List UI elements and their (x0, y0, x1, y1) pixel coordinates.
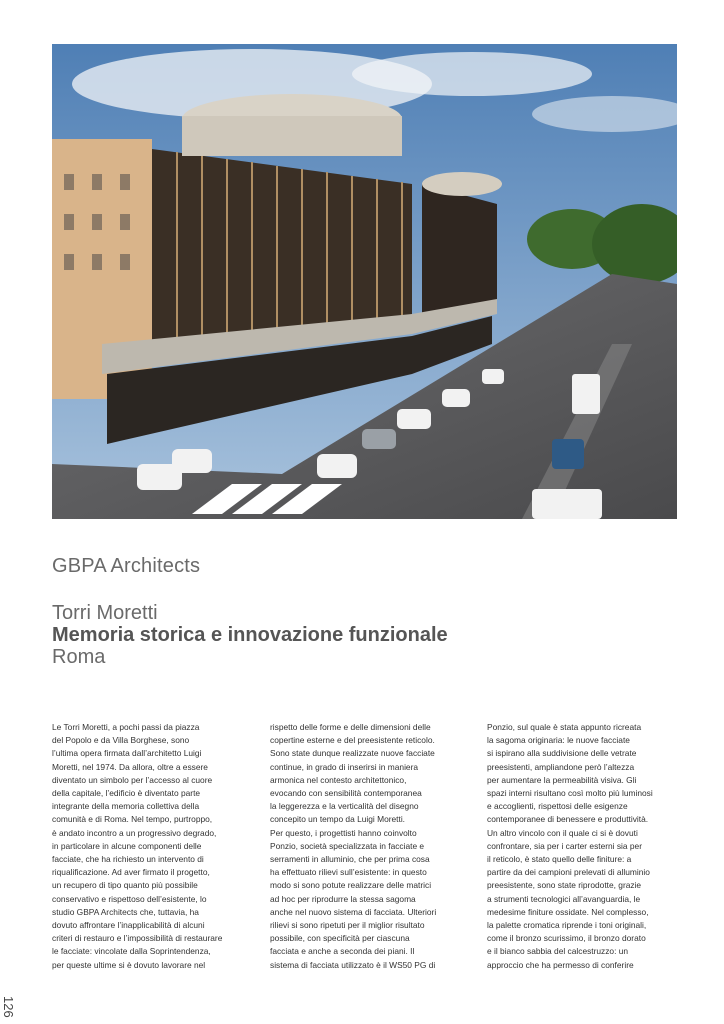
body-line: serramenti in alluminio, che per prima cosa (270, 854, 430, 865)
body-line: possibile, con specificità per ciascuna (270, 933, 410, 944)
body-line: confrontare, sia per i carter esterni sia per (487, 840, 643, 851)
body-line: facciate, che ha richiesto un intervento di (52, 854, 204, 865)
body-line: comunità e di Roma. Nel tempo, purtroppo, (52, 814, 213, 825)
body-line: dovuto affrontare l’inapplicabilità di alcuni (52, 920, 205, 931)
body-line: per aumentare la permeabilità visiva. Gli (487, 774, 637, 785)
body-column-1 (52, 721, 242, 972)
body-line: contemporanee di benessere e produttività. (487, 814, 649, 825)
body-line: spazi interni risultano così molto più luminosi (487, 788, 653, 799)
body-line: l’ultima opera firmata dall’architetto Luigi (52, 748, 202, 759)
page-number: 126 (1, 996, 16, 1018)
body-line: come il bronzo scurissimo, il bronzo dorato (487, 933, 646, 944)
body-line: Ponzio, società specializzata in facciate e (270, 840, 425, 851)
body-line: facciata e anche a seconda dei piani. Il (270, 946, 415, 957)
building-photo (52, 44, 677, 519)
body-line: il reticolo, è stato quello delle finiture: a (487, 854, 632, 865)
body-line: medesime finiture ossidate. Nel complesso, (487, 906, 649, 917)
article-headline: Memoria storica e innovazione funzionale (52, 624, 448, 646)
body-line: concepito un tempo da Luigi Moretti. (270, 814, 406, 825)
body-line: partire da dei campioni prelevati di alluminio (487, 867, 650, 878)
body-line: è andato incontro a un progressivo degrado, (52, 827, 217, 838)
body-line: Moretti, nel 1974. Da allora, oltre a essere (52, 761, 208, 772)
body-line: della capitale, l’edificio è diventato parte (52, 788, 201, 799)
body-line: diventato un simbolo per l’accesso al cuore (52, 774, 213, 785)
body-line: si ispirano alla suddivisione delle vetrate (487, 748, 637, 759)
body-line: del Popolo e da Villa Borghese, sono (52, 735, 190, 746)
body-line: studio GBPA Architects che, tuttavia, ha (52, 906, 199, 917)
article-titles (52, 602, 448, 668)
body-line: un recupero di tipo quanto più possibile (52, 880, 198, 891)
body-column-2 (270, 721, 460, 972)
project-city: Roma (52, 646, 106, 668)
body-line: preesistenti, ampliandone però l’altezza (487, 761, 635, 772)
body-line: ha effettuato rilievi sull’esistente: in questo (270, 867, 427, 878)
body-line: continue, in grado di inserirsi in maniera (270, 761, 419, 772)
body-line: la palette cromatica riprende i toni originali, (487, 920, 647, 931)
body-line: criteri di restauro e l’impossibilità di restaurare (52, 933, 223, 944)
body-line: a strumenti tecnologici all’avanguardia, le (487, 893, 641, 904)
body-line: rilievi si sono ripetuti per il miglior risultato (270, 920, 425, 931)
body-line: copertine esterne e del preesistente reticolo. (270, 735, 435, 746)
body-line: Un altro vincolo con il quale ci si è dovuti (487, 827, 638, 838)
body-line: Le Torri Moretti, a pochi passi da piazza (52, 722, 200, 732)
body-line: rispetto delle forme e delle dimensioni delle (270, 722, 431, 732)
body-line: Sono state dunque realizzate nuove facciate (270, 748, 435, 759)
body-line: e il bianco sabbia del calcestruzzo: un (487, 946, 629, 957)
body-line: la sagoma originaria: le nuove facciate (487, 735, 630, 746)
body-line: e accoglienti, rispettosi delle esigenze (487, 801, 628, 812)
torri-moretti-photo (52, 44, 677, 519)
body-column-3 (487, 721, 677, 972)
body-line: modo si sono potute realizzare delle matrici (270, 880, 432, 891)
body-line: conservativo e rispettoso dell’esistente, lo (52, 893, 207, 904)
body-line: le facciate: vincolate dalla Soprintendenza, (52, 946, 211, 957)
body-line: per queste ultime si è dovuto lavorare nel (52, 959, 206, 970)
body-line: ad hoc per riprodurre la stessa sagoma (270, 893, 416, 904)
project-name: Torri Moretti (52, 602, 158, 624)
body-line: evocando con sensibilità contemporanea (270, 788, 422, 799)
body-line: approccio che ha permesso di conferire (487, 959, 634, 970)
body-line: riqualificazione. Ad aver firmato il progetto, (52, 867, 210, 878)
body-line: anche nel nuovo sistema di facciata. Ulteriori (270, 906, 437, 917)
body-line: Per questo, i progettisti hanno coinvolto (270, 827, 417, 838)
body-line: integrante della memoria collettiva della (52, 801, 200, 812)
body-line: Ponzio, sul quale è stata appunto ricreata (487, 722, 642, 732)
body-line: la leggerezza e la verticalità del disegno (270, 801, 419, 812)
body-line: in particolare in alcune componenti delle (52, 840, 202, 851)
body-line: sistema di facciata utilizzato è il WS50 PG di (270, 959, 436, 970)
architect-firm: GBPA Architects (52, 555, 201, 577)
body-line: armonica nel contesto architettonico, (270, 774, 407, 785)
body-line: preesistente, sono state riprodotte, grazie (487, 880, 642, 891)
